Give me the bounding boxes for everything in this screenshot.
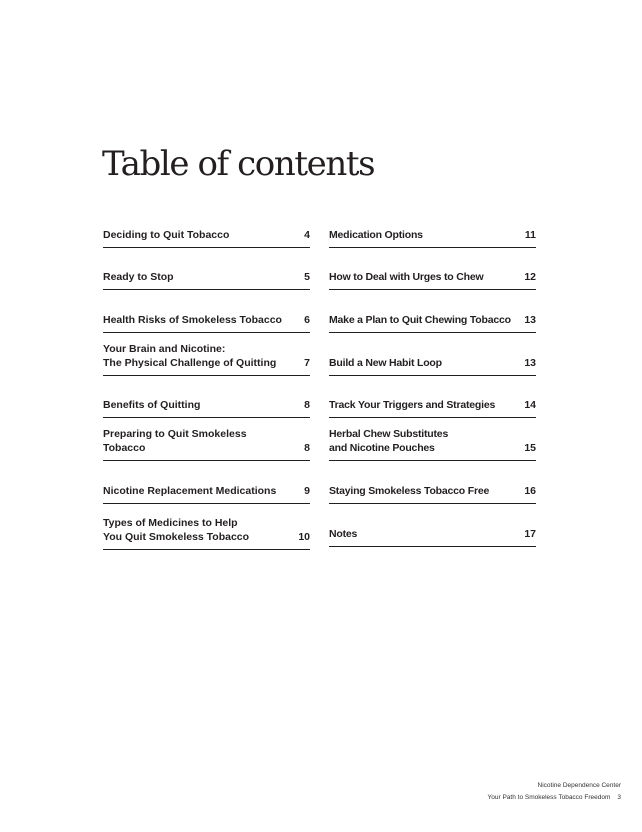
toc-entry-page: 8 — [304, 442, 310, 455]
toc-entry-title: Types of Medicines to Help You Quit Smokeless Tobacco — [103, 516, 250, 543]
toc-entry[interactable] — [329, 333, 536, 376]
toc-entry-title: Deciding to Quit Tobacco — [103, 228, 230, 241]
toc-entry-page: 12 — [524, 271, 536, 284]
toc-entry-title: Herbal Chew Substitutes and Nicotine Pouches — [329, 428, 449, 455]
footer-publication: Your Path to Smokeless Tobacco Freedom — [487, 794, 611, 801]
toc-entry-page: 15 — [524, 442, 536, 455]
toc-entry-title: Benefits of Quitting — [103, 399, 201, 412]
toc-entry-page: 10 — [298, 530, 310, 543]
toc-entry-title: Health Risks of Smokeless Tobacco — [103, 314, 282, 327]
toc-entry-title: Medication Options — [329, 228, 423, 241]
toc-entry-page: 14 — [524, 399, 536, 412]
toc-entry-page: 8 — [304, 399, 310, 412]
toc-entry[interactable] — [103, 461, 310, 504]
toc-entry[interactable] — [103, 504, 310, 550]
toc-entry[interactable] — [329, 461, 536, 504]
toc-entry-page: 6 — [304, 314, 310, 327]
toc-entry[interactable] — [329, 248, 536, 291]
toc-entry[interactable] — [329, 376, 536, 419]
toc-entry-page: 17 — [524, 527, 536, 540]
toc-entry-page: 13 — [524, 314, 536, 327]
toc-entry-page: 9 — [304, 484, 310, 497]
toc-entry-page: 7 — [304, 356, 310, 369]
page-title: Table of contents — [102, 144, 375, 184]
toc-entry-title: Track Your Triggers and Strategies — [329, 399, 496, 412]
toc-entry[interactable] — [103, 205, 310, 248]
footer-page-number: 3 — [617, 794, 621, 801]
toc-entry-title: Ready to Stop — [103, 271, 174, 284]
toc-entry-page: 11 — [524, 228, 536, 241]
toc-entry-title: How to Deal with Urges to Chew — [329, 271, 484, 284]
toc-entry-title: Build a New Habit Loop — [329, 356, 442, 369]
toc-entry-page: 16 — [524, 484, 536, 497]
toc-entry[interactable] — [329, 418, 536, 461]
toc-entry[interactable] — [103, 333, 310, 376]
footer-publication-line — [488, 792, 621, 804]
toc-entry[interactable] — [329, 205, 536, 248]
toc-entry-page: 4 — [304, 228, 310, 241]
page-footer — [488, 780, 621, 804]
toc-entry-page: 13 — [524, 356, 536, 369]
toc-entry-title: Make a Plan to Quit Chewing Tobacco — [329, 314, 511, 327]
toc-entry-title: Your Brain and Nicotine: The Physical Challenge of Quitting — [103, 342, 277, 369]
toc-entry-title: Staying Smokeless Tobacco Free — [329, 484, 490, 497]
toc-entry[interactable] — [103, 248, 310, 291]
toc-entry[interactable] — [103, 418, 310, 461]
toc-entry[interactable] — [103, 376, 310, 419]
toc-left-column — [103, 205, 310, 550]
toc-entry[interactable] — [103, 290, 310, 333]
toc-entry-title: Nicotine Replacement Medications — [103, 484, 277, 497]
toc-entry[interactable] — [329, 290, 536, 333]
toc-entry[interactable] — [329, 504, 536, 547]
toc-entry-title: Preparing to Quit Smokeless Tobacco — [103, 428, 247, 455]
toc-entry-title: Notes — [329, 527, 358, 540]
toc-entry-page: 5 — [304, 271, 310, 284]
footer-organization: Nicotine Dependence Center — [537, 782, 621, 789]
toc-right-column — [329, 205, 536, 547]
